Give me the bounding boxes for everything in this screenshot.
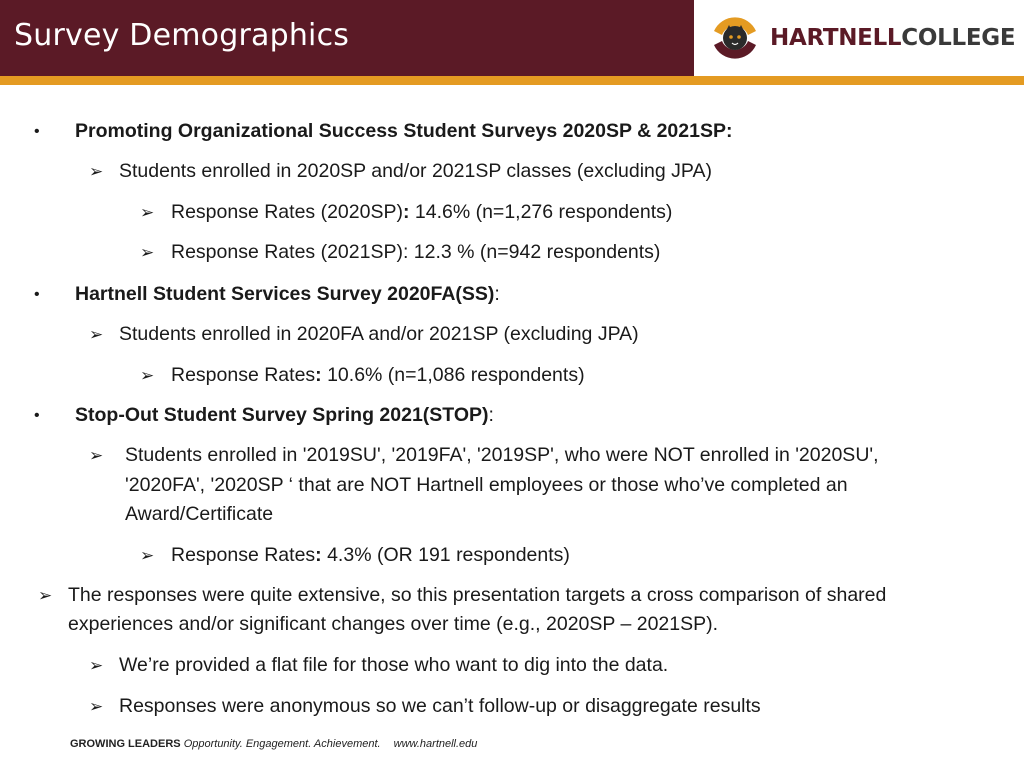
footer-url[interactable]: www.hartnell.edu: [393, 738, 478, 750]
stop-survey-title: [75, 401, 494, 430]
colon: :: [494, 283, 500, 305]
colon: :: [315, 364, 322, 386]
arrow-bullet-icon: ➢: [89, 325, 104, 344]
stop-population-line2: '2020FA', '2020SP ‘ that are NOT Hartnell employees or those who’ve completed an: [125, 474, 848, 496]
arrow-bullet-icon: ➢: [140, 366, 155, 385]
footer-tagline-bold: GROWING LEADERS: [70, 738, 181, 750]
logo-wordmark-college: COLLEGE: [901, 25, 1016, 51]
note-main-line2: experiences and/or significant changes over time (e.g., 2020SP – 2021SP).: [68, 613, 719, 635]
footer-tagline-italic: Opportunity. Engagement. Achievement.: [183, 738, 381, 750]
bullet-dot: •: [34, 286, 40, 303]
pos-rate-2020sp-value: 14.6% (n=1,276 respondents): [409, 201, 673, 223]
stop-population-line1: Students enrolled in '2019SU', '2019FA', '2019SP', who were NOT enrolled in '2020SU',: [125, 444, 879, 466]
logo-wordmark-hartnell: HARTNELL: [770, 25, 902, 51]
bullet-dot: •: [34, 123, 40, 140]
bullet-dot: •: [34, 407, 40, 424]
pos-rate-2021sp: Response Rates (2021SP): 12.3 % (n=942 respondents): [171, 241, 661, 263]
ss-rate-label: Response Rates: [171, 364, 316, 386]
header-accent-bar: [0, 76, 1024, 85]
arrow-bullet-icon: ➢: [140, 203, 155, 222]
pos-rate-2020sp: [171, 198, 672, 227]
note-main-line1: The responses were quite extensive, so this presentation targets a cross comparison of shared: [68, 584, 887, 606]
page-title: Survey Demographics: [14, 18, 350, 53]
arrow-bullet-icon: ➢: [89, 697, 104, 716]
pos-population: Students enrolled in 2020SP and/or 2021SP classes (excluding JPA): [119, 160, 712, 182]
ss-survey-title: [75, 280, 500, 309]
arrow-bullet-icon: ➢: [89, 446, 104, 465]
arrow-bullet-icon: ➢: [89, 162, 104, 181]
stop-rate-label: Response Rates: [171, 544, 316, 566]
arrow-bullet-icon: ➢: [89, 656, 104, 675]
stop-rate-value: 4.3% (OR 191 respondents): [321, 544, 570, 566]
arrow-bullet-icon: ➢: [38, 586, 53, 605]
stop-population-line3: Award/Certificate: [125, 503, 274, 525]
ss-population: Students enrolled in 2020FA and/or 2021SP (excluding JPA): [119, 323, 639, 345]
arrow-bullet-icon: ➢: [140, 546, 155, 565]
stop-survey-title-text: Stop-Out Student Survey Spring 2021(STOP): [75, 404, 489, 426]
pos-rate-2020sp-label: Response Rates (2020SP): [171, 201, 403, 223]
note-flat-file: We’re provided a flat file for those who want to dig into the data.: [119, 654, 669, 676]
footer-tagline: [70, 738, 477, 750]
college-wordmark: [770, 25, 1015, 51]
stop-rate: [171, 541, 570, 570]
colon: :: [488, 404, 494, 426]
college-logo: [694, 0, 1024, 76]
note-anonymous: Responses were anonymous so we can’t follow-up or disaggregate results: [119, 695, 761, 717]
arrow-bullet-icon: ➢: [140, 243, 155, 262]
colon: :: [402, 201, 410, 223]
colon: :: [315, 544, 322, 566]
ss-rate-value: 10.6% (n=1,086 respondents): [321, 364, 585, 386]
pos-survey-title: Promoting Organizational Success Student Surveys 2020SP & 2021SP:: [75, 120, 733, 142]
panther-emblem-icon: [708, 11, 762, 65]
ss-survey-title-text: Hartnell Student Services Survey 2020FA(SS): [75, 283, 495, 305]
ss-rate: [171, 361, 585, 390]
